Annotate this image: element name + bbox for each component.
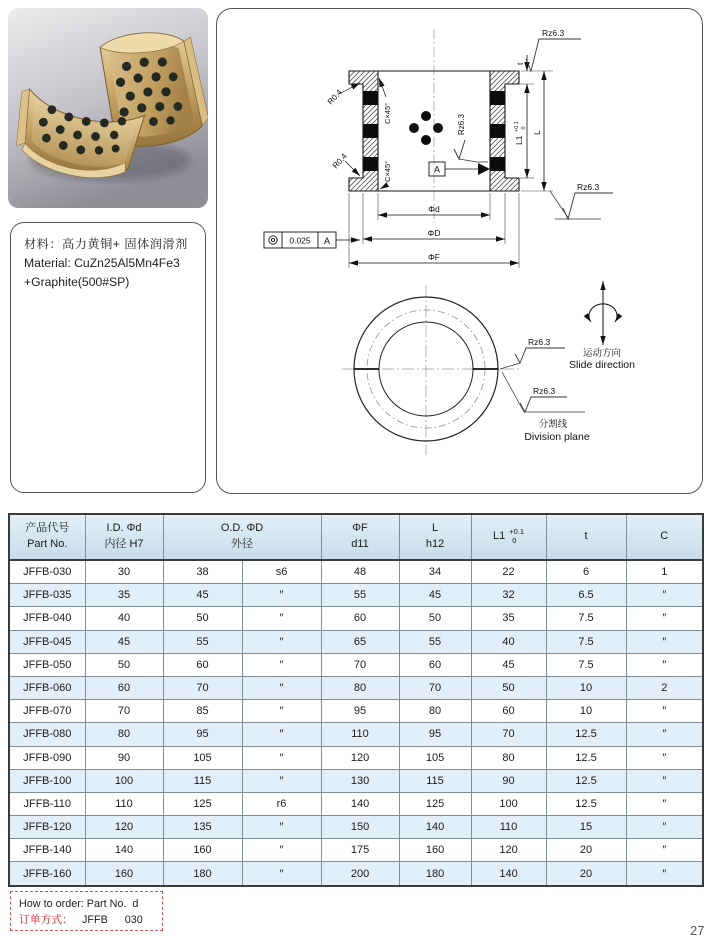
graphite-plug-dots: [409, 111, 443, 145]
table-row: [9, 816, 703, 839]
table-cell: 140: [399, 816, 471, 839]
table-cell: 35: [85, 584, 163, 607]
table-cell: 70: [471, 723, 546, 746]
col-header-id: I.D. Φd 内径 H7: [85, 514, 163, 560]
table-row: [9, 862, 703, 886]
table-cell: JFFB-080: [9, 723, 85, 746]
dim-label-t: t: [515, 62, 525, 65]
table-cell: ″: [242, 862, 321, 886]
table-cell: ″: [242, 584, 321, 607]
table-cell: 110: [321, 723, 399, 746]
slide-direction-symbol: [589, 281, 617, 345]
table-cell: 12.5: [546, 746, 626, 769]
surface-finish-label-top: Rz6.3: [542, 28, 565, 38]
table-cell: JFFB-045: [9, 630, 85, 653]
table-cell: ″: [626, 723, 703, 746]
table-cell: 140: [471, 862, 546, 886]
table-cell: 35: [471, 607, 546, 630]
table-cell: 6: [546, 560, 626, 584]
table-cell: 70: [399, 676, 471, 699]
table-cell: 130: [321, 769, 399, 792]
table-cell: 115: [399, 769, 471, 792]
how-to-order-box: [10, 891, 163, 931]
front-view: [342, 281, 635, 455]
order-line-zh: [19, 912, 162, 928]
table-cell: JFFB-120: [9, 816, 85, 839]
parts-table: [8, 513, 704, 887]
table-cell: ″: [626, 862, 703, 886]
dim-label-phi-d: Φd: [428, 204, 440, 214]
order-part-number: 030: [124, 914, 143, 927]
table-cell: 45: [399, 584, 471, 607]
slide-direction-label-en: Slide direction: [569, 359, 635, 371]
tolerance-frame: [264, 232, 360, 248]
table-cell: ″: [626, 839, 703, 862]
order-label: 订单方式：: [19, 914, 73, 927]
concentricity-icon: [269, 236, 277, 244]
dim-label-l1-tol-lower: 0: [521, 126, 527, 130]
material-line-en2: +Graphite(500#SP): [24, 274, 130, 289]
table-cell: 175: [321, 839, 399, 862]
table-cell: ″: [626, 584, 703, 607]
table-cell: ″: [626, 816, 703, 839]
table-cell: ″: [242, 700, 321, 723]
dim-label-l1: L1: [514, 135, 524, 145]
dim-label-phi-F: ΦF: [428, 252, 440, 262]
table-cell: r6: [242, 792, 321, 815]
table-cell: JFFB-110: [9, 792, 85, 815]
table-cell: 125: [399, 792, 471, 815]
table-row: [9, 584, 703, 607]
table-cell: JFFB-040: [9, 607, 85, 630]
table-cell: ″: [242, 769, 321, 792]
table-cell: 50: [399, 607, 471, 630]
table-cell: 22: [471, 560, 546, 584]
table-cell: ″: [626, 700, 703, 723]
table-cell: 110: [471, 816, 546, 839]
division-plane-label-en: Division plane: [524, 431, 590, 443]
table-cell: 7.5: [546, 630, 626, 653]
radius-label-top: R0.4: [325, 87, 344, 107]
table-cell: JFFB-060: [9, 676, 85, 699]
table-cell: 30: [85, 560, 163, 584]
table-cell: 80: [399, 700, 471, 723]
table-cell: 85: [163, 700, 242, 723]
table-cell: 48: [321, 560, 399, 584]
table-cell: 160: [399, 839, 471, 862]
table-cell: ″: [242, 746, 321, 769]
table-cell: ″: [626, 769, 703, 792]
table-row: [9, 839, 703, 862]
table-cell: ″: [242, 839, 321, 862]
table-cell: 20: [546, 839, 626, 862]
table-cell: 60: [471, 700, 546, 723]
table-cell: 80: [85, 723, 163, 746]
table-cell: 50: [85, 653, 163, 676]
table-cell: JFFB-160: [9, 862, 85, 886]
table-cell: 120: [321, 746, 399, 769]
chamfer-label-top: C×45°: [383, 102, 392, 124]
table-row: [9, 769, 703, 792]
table-cell: 2: [626, 676, 703, 699]
table-cell: 60: [321, 607, 399, 630]
table-cell: 55: [163, 630, 242, 653]
table-cell: 180: [163, 862, 242, 886]
table-cell: 160: [85, 862, 163, 886]
table-cell: 100: [85, 769, 163, 792]
tolerance-value: 0.025: [289, 235, 311, 246]
table-cell: 15: [546, 816, 626, 839]
tolerance-datum: A: [323, 236, 331, 246]
table-cell: 45: [471, 653, 546, 676]
table-cell: ″: [626, 630, 703, 653]
material-info-box: [10, 222, 206, 493]
table-cell: 135: [163, 816, 242, 839]
table-cell: 80: [471, 746, 546, 769]
technical-drawing: [217, 9, 703, 494]
table-row: [9, 792, 703, 815]
chamfer-label-bottom: C×45°: [383, 160, 392, 182]
product-photo: [8, 8, 208, 208]
table-row: [9, 723, 703, 746]
table-cell: 100: [471, 792, 546, 815]
table-cell: 105: [163, 746, 242, 769]
table-cell: 7.5: [546, 607, 626, 630]
table-cell: ″: [626, 792, 703, 815]
table-cell: JFFB-140: [9, 839, 85, 862]
table-cell: 45: [85, 630, 163, 653]
col-header-c: C: [626, 514, 703, 560]
table-cell: 6.5: [546, 584, 626, 607]
material-line-zh: 材料：高力黄铜+ 固体润滑剂: [24, 237, 188, 251]
table-row: [9, 653, 703, 676]
table-cell: 140: [85, 839, 163, 862]
table-cell: 10: [546, 700, 626, 723]
table-cell: 50: [471, 676, 546, 699]
table-cell: 40: [471, 630, 546, 653]
technical-drawing-panel: [216, 8, 703, 494]
col-header-part-no: 产品代号 Part No.: [9, 514, 85, 560]
table-cell: 80: [321, 676, 399, 699]
table-cell: 10: [546, 676, 626, 699]
table-cell: 95: [399, 723, 471, 746]
surface-finish-label-bottom: Rz6.3: [577, 182, 600, 192]
table-cell: ″: [242, 816, 321, 839]
table-cell: 160: [163, 839, 242, 862]
dim-label-l: L: [532, 130, 542, 135]
table-cell: 90: [85, 746, 163, 769]
dim-label-phi-D: ΦD: [427, 228, 441, 238]
table-cell: 200: [321, 862, 399, 886]
material-line-en1: Material: CuZn25Al5Mn4Fe3: [24, 255, 180, 270]
table-cell: 90: [471, 769, 546, 792]
dim-label-l1-tol-upper: +0.1: [514, 121, 520, 132]
table-cell: 95: [321, 700, 399, 723]
table-row: [9, 746, 703, 769]
table-cell: ″: [626, 607, 703, 630]
col-header-f: ΦF d11: [321, 514, 399, 560]
table-cell: ″: [242, 630, 321, 653]
table-cell: JFFB-035: [9, 584, 85, 607]
table-cell: 40: [85, 607, 163, 630]
table-cell: 115: [163, 769, 242, 792]
table-cell: 55: [321, 584, 399, 607]
table-cell: 70: [163, 676, 242, 699]
table-cell: JFFB-050: [9, 653, 85, 676]
table-cell: 105: [399, 746, 471, 769]
table-cell: 180: [399, 862, 471, 886]
page-number: 27: [690, 923, 705, 938]
section-view: [264, 28, 613, 268]
table-cell: JFFB-030: [9, 560, 85, 584]
table-cell: 12.5: [546, 723, 626, 746]
table-cell: 7.5: [546, 653, 626, 676]
bronze-split-bushings-image: [8, 8, 208, 208]
division-plane-label-zh: 分割线: [538, 419, 568, 430]
table-cell: 120: [85, 816, 163, 839]
table-cell: ″: [242, 607, 321, 630]
table-cell: 60: [85, 676, 163, 699]
table-cell: 34: [399, 560, 471, 584]
table-cell: 120: [471, 839, 546, 862]
surface-finish-label-outer: Rz6.3: [528, 337, 551, 347]
table-row: [9, 560, 703, 584]
table-cell: 20: [546, 862, 626, 886]
surface-finish-label-division: Rz6.3: [533, 386, 556, 396]
table-cell: 38: [163, 560, 242, 584]
table-cell: s6: [242, 560, 321, 584]
col-header-od: O.D. ΦD 外径: [163, 514, 321, 560]
table-cell: 50: [163, 607, 242, 630]
slide-direction-label-zh: 运动方向: [582, 348, 622, 359]
table-cell: ″: [242, 723, 321, 746]
datum-flag-label: A: [433, 164, 441, 175]
table-cell: ″: [242, 653, 321, 676]
table-cell: 150: [321, 816, 399, 839]
table-row: [9, 630, 703, 653]
table-cell: ″: [626, 746, 703, 769]
surface-finish-label-bore: Rz6.3: [457, 114, 466, 135]
table-header-row: [9, 514, 703, 560]
table-cell: 65: [321, 630, 399, 653]
table-cell: 12.5: [546, 769, 626, 792]
table-cell: 95: [163, 723, 242, 746]
table-cell: 70: [85, 700, 163, 723]
table-cell: 55: [399, 630, 471, 653]
table-cell: 12.5: [546, 792, 626, 815]
table-cell: 1: [626, 560, 703, 584]
order-line-en: How to order: Part No. d: [19, 898, 139, 910]
table-row: [9, 676, 703, 699]
table-cell: 110: [85, 792, 163, 815]
order-part-code: JFFB: [81, 914, 108, 927]
col-header-l: L h12: [399, 514, 471, 560]
table-cell: 32: [471, 584, 546, 607]
table-row: [9, 700, 703, 723]
table-cell: 60: [399, 653, 471, 676]
col-header-l1: L1 +0.1 0: [471, 514, 546, 560]
parts-table-body: [9, 560, 703, 886]
table-cell: 125: [163, 792, 242, 815]
table-cell: ″: [626, 653, 703, 676]
table-row: [9, 607, 703, 630]
table-cell: 45: [163, 584, 242, 607]
table-cell: JFFB-090: [9, 746, 85, 769]
table-cell: ″: [242, 676, 321, 699]
table-cell: JFFB-070: [9, 700, 85, 723]
table-cell: 70: [321, 653, 399, 676]
table-cell: 140: [321, 792, 399, 815]
table-cell: JFFB-100: [9, 769, 85, 792]
col-header-t: t: [546, 514, 626, 560]
table-cell: 60: [163, 653, 242, 676]
radius-label-bottom: R0.4: [330, 151, 349, 171]
